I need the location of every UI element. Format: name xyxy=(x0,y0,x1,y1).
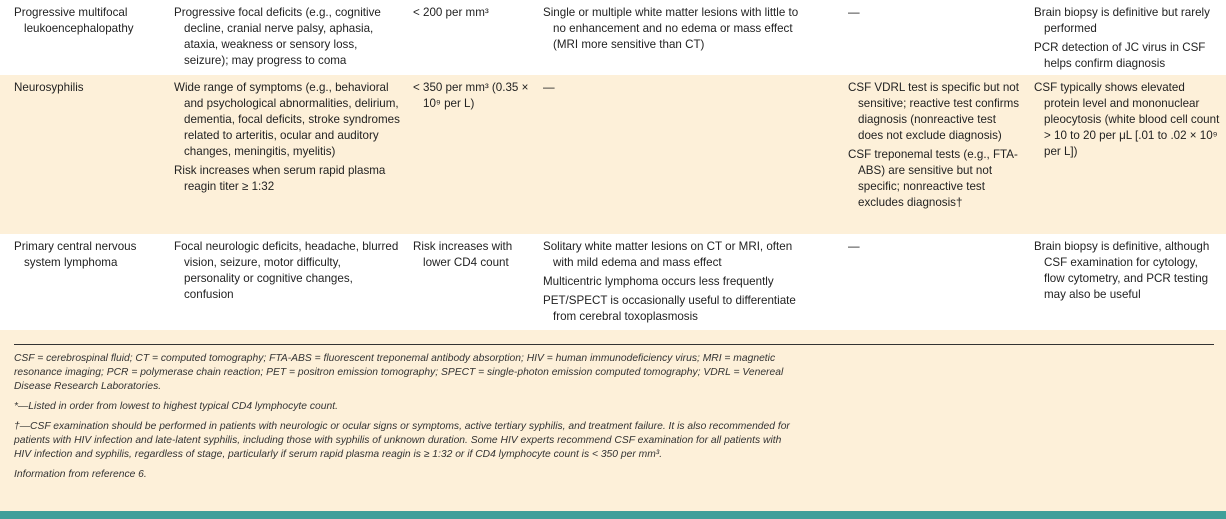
confirmation-text: PCR detection of JC virus in CSF helps confirm diagnosis xyxy=(1034,41,1206,70)
table-row xyxy=(0,0,1226,75)
imaging-cell xyxy=(543,5,801,56)
condition-name: Primary central nervous system lymphoma xyxy=(14,240,137,269)
features-text: Risk increases when serum rapid plasma reagin titer ≥ 1:32 xyxy=(174,164,386,193)
serology-cell xyxy=(848,5,1024,24)
confirmation-cell xyxy=(1034,239,1220,306)
serology-cell xyxy=(848,239,1024,258)
serology-cell xyxy=(848,80,1024,214)
serology-text: CSF treponemal tests (e.g., FTA-ABS) are sensitive but not specific; nonreactive test excludes diagnosis† xyxy=(848,148,1018,209)
features-cell xyxy=(174,239,400,306)
cd4-text: Risk increases with lower CD4 count xyxy=(413,240,513,269)
serology-text: — xyxy=(848,240,860,253)
imaging-text: PET/SPECT is occasionally useful to differentiate from cerebral toxoplasmosis xyxy=(543,294,796,323)
condition-cell xyxy=(14,239,164,274)
imaging-cell xyxy=(543,80,801,99)
asterisk-note: *—Listed in order from lowest to highest typical CD4 lymphocyte count. xyxy=(14,401,338,412)
accent-bar xyxy=(0,511,1226,519)
abbreviations-note: CSF = cerebrospinal fluid; CT = computed tomography; FTA-ABS = fluorescent treponemal antibody absorption; HIV = human immunodeficiency virus; MRI = magnetic resonance imaging; PCR = polymerase chain reaction; PET = positron emission tomography; SPECT = single-photon emission computed tomography; VDRL = Venereal Disease Research Laboratories. xyxy=(14,353,784,392)
condition-cell xyxy=(14,5,164,40)
serology-text: — xyxy=(848,6,860,19)
confirmation-text: CSF typically shows elevated protein level and mononuclear pleocytosis (white blood cell count > 10 to 20 per μL [.01 to .02 × 10⁹ per L]) xyxy=(1034,81,1220,158)
source-note: Information from reference 6. xyxy=(14,469,147,480)
confirmation-text: Brain biopsy is definitive but rarely performed xyxy=(1034,6,1210,35)
cd4-cell xyxy=(413,5,535,24)
imaging-text: Single or multiple white matter lesions with little to no enhancement and no edema or mass effect (MRI more sensitive than CT) xyxy=(543,6,799,51)
features-cell xyxy=(174,5,400,72)
imaging-cell xyxy=(543,239,801,328)
serology-text: CSF VDRL test is specific but not sensitive; reactive test confirms diagnosis (nonreactive test does not exclude diagnosis) xyxy=(848,81,1020,142)
table-row xyxy=(0,234,1226,330)
features-text: Focal neurologic deficits, headache, blurred vision, seizure, motor difficulty, personality or cognitive changes, confusion xyxy=(174,240,399,301)
imaging-text: Solitary white matter lesions on CT or MRI, often with mild edema and mass effect xyxy=(543,240,793,269)
confirmation-cell xyxy=(1034,80,1220,163)
imaging-text: — xyxy=(543,81,555,94)
cd4-text: < 200 per mm³ xyxy=(413,6,489,19)
features-text: Progressive focal deficits (e.g., cognitive decline, cranial nerve palsy, aphasia, ataxia, weakness or sensory loss, seizure); may progress to coma xyxy=(174,6,381,67)
cd4-cell xyxy=(413,80,535,115)
cd4-cell xyxy=(413,239,535,274)
features-cell xyxy=(174,80,400,198)
table-row xyxy=(0,75,1226,234)
footnote-divider xyxy=(14,344,1214,345)
cd4-text: < 350 per mm³ (0.35 × 10⁹ per L) xyxy=(413,81,529,110)
features-text: Wide range of symptoms (e.g., behavioral and psychological abnormalities, delirium, dementia, focal deficits, stroke syndromes related to arteritis, ocular and auditory changes, meningitis, myelitis) xyxy=(174,81,400,158)
condition-cell xyxy=(14,80,164,99)
dagger-note: †—CSF examination should be performed in patients with neurologic or ocular signs or symptoms, active tertiary syphilis, and treatment failure. It is also recommended for patients with HIV infection and late-latent syphilis, including those with syphilis of unknown duration. Some HIV experts recommend CSF examination for all patients with HIV infection and syphilis, regardless of stage, particularly if serum rapid plasma reagin is ≥ 1:32 or if CD4 lymphocyte count is < 350 per mm³. xyxy=(14,421,790,460)
confirmation-cell xyxy=(1034,5,1220,75)
confirmation-text: Brain biopsy is definitive, although CSF examination for cytology, flow cytometry, and PCR testing may also be useful xyxy=(1034,240,1210,301)
condition-name: Neurosyphilis xyxy=(14,81,84,94)
table-footnotes xyxy=(0,330,1226,511)
condition-name: Progressive multifocal leukoencephalopathy xyxy=(14,6,134,35)
footnote-block xyxy=(14,352,794,488)
imaging-text: Multicentric lymphoma occurs less frequently xyxy=(543,275,774,288)
